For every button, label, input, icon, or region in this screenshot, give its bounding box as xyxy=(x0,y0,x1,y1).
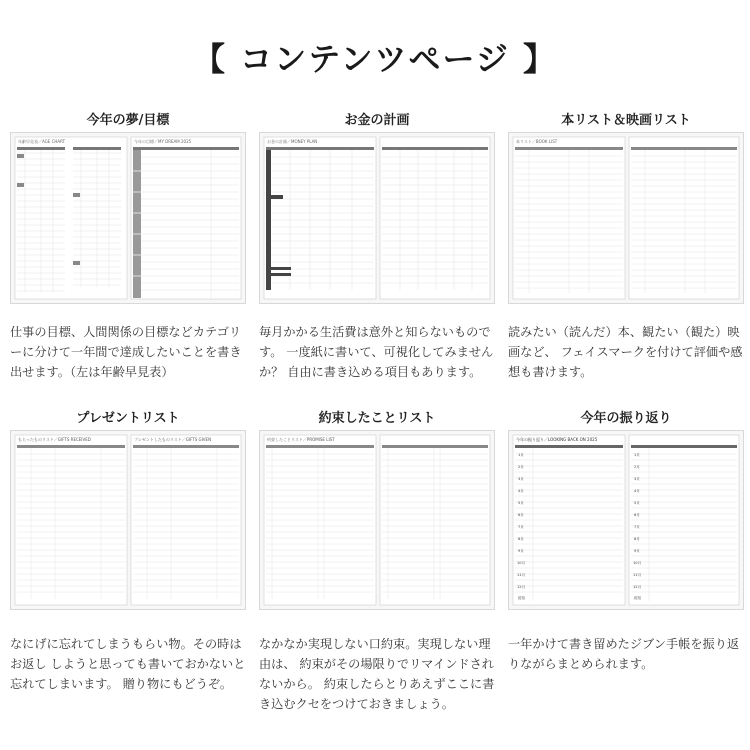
card-promise-list xyxy=(259,410,495,711)
thumbnail-dream-goals xyxy=(10,132,246,304)
thumb-label: 今年の振り返り／LOOKING BACK ON 2025 xyxy=(516,437,598,442)
card-book-movie-list xyxy=(508,112,744,379)
month-label: 4月 xyxy=(518,489,524,493)
thumbnail-gift-list xyxy=(10,430,246,610)
month-label: 12月 xyxy=(633,585,642,589)
card-description: 仕事の目標、人間関係の目標などカテゴリーに分けて一年間で達成したいことを書き出せます。（左は年齢早見表） xyxy=(10,325,242,379)
month-label: 2月 xyxy=(518,465,524,469)
card-money-plan xyxy=(259,112,495,379)
month-label: 7月 xyxy=(634,525,640,529)
month-label: 9月 xyxy=(518,549,524,553)
card-description: 毎月かかる生活費は意外と知らないものです。 一度紙に書いて、可視化してみませんか？ 自由に書き込める項目もあります。 xyxy=(259,325,494,379)
month-label: 10月 xyxy=(517,561,526,565)
thumbnail-book-list xyxy=(508,132,744,304)
card-description: 読みたい（読んだ）本、観たい（観た）映画など、 フェイスマークを付けて評価や感想も書けます。 xyxy=(508,325,743,379)
page-title: 【 コンテンツページ 】 xyxy=(192,40,558,78)
month-label: 3月 xyxy=(634,477,640,481)
month-label: 8月 xyxy=(634,537,640,541)
card-title: 今年の夢/目標 xyxy=(86,113,170,128)
month-label: 9月 xyxy=(634,549,640,553)
thumbnail-year-review xyxy=(508,430,744,610)
thumb-label: お金の計画／MONEY PLAN xyxy=(267,139,318,144)
card-year-review xyxy=(508,410,744,671)
month-label: 総括 xyxy=(518,596,526,600)
card-title: 本リスト＆映画リスト xyxy=(561,113,691,128)
thumb-label: 本リスト／BOOK LIST xyxy=(516,139,558,144)
card-present-list xyxy=(10,410,246,691)
month-label: 6月 xyxy=(518,513,524,517)
month-label: 総括 xyxy=(634,596,642,600)
month-label: 3月 xyxy=(518,477,524,481)
card-title: 約束したことリスト xyxy=(318,411,436,426)
thumb-label: 今年の目標／MY DREAM 2025 xyxy=(134,139,192,144)
card-description: なかなか実現しない口約束。実現しない理由は、 約束がその場限りでリマインドされないから。 約束したらとりあえずここに書き込むクセをつけておきましょう。 xyxy=(259,637,495,711)
card-dream-goals xyxy=(10,112,246,379)
thumb-label: プレゼントしたものリスト／GIFTS GIVEN xyxy=(134,437,212,442)
month-label: 5月 xyxy=(518,501,524,505)
month-label: 11月 xyxy=(517,573,526,577)
card-description: 一年かけて書き留めたジブン手帳を振り返りながらまとめられます。 xyxy=(508,637,740,671)
month-label: 2月 xyxy=(634,465,640,469)
month-label: 5月 xyxy=(634,501,640,505)
thumb-label: もらったものリスト／GIFTS RECEIVED xyxy=(18,437,91,442)
month-label: 1月 xyxy=(518,453,524,457)
month-label: 8月 xyxy=(518,537,524,541)
card-title: 今年の振り返り xyxy=(580,411,672,426)
card-description: なにげに忘れてしまうもらい物。その時はお返し しようと思っても書いておかないと忘れてしまいます。 贈り物にもどうぞ。 xyxy=(10,637,246,691)
card-title: プレゼントリスト xyxy=(76,411,180,426)
month-label: 6月 xyxy=(634,513,640,517)
thumbnail-promise-list xyxy=(259,430,495,610)
month-label: 1月 xyxy=(634,453,640,457)
thumb-label: 約束したことリスト／PROMISE LIST xyxy=(267,437,335,442)
month-label: 7月 xyxy=(518,525,524,529)
month-label: 12月 xyxy=(517,585,526,589)
thumbnail-money-plan xyxy=(259,132,495,304)
thumb-label: 年齢早見表／AGE CHART xyxy=(18,139,66,144)
month-label: 4月 xyxy=(634,489,640,493)
card-title: お金の計画 xyxy=(344,113,410,128)
month-label: 10月 xyxy=(633,561,642,565)
month-label: 11月 xyxy=(633,573,642,577)
